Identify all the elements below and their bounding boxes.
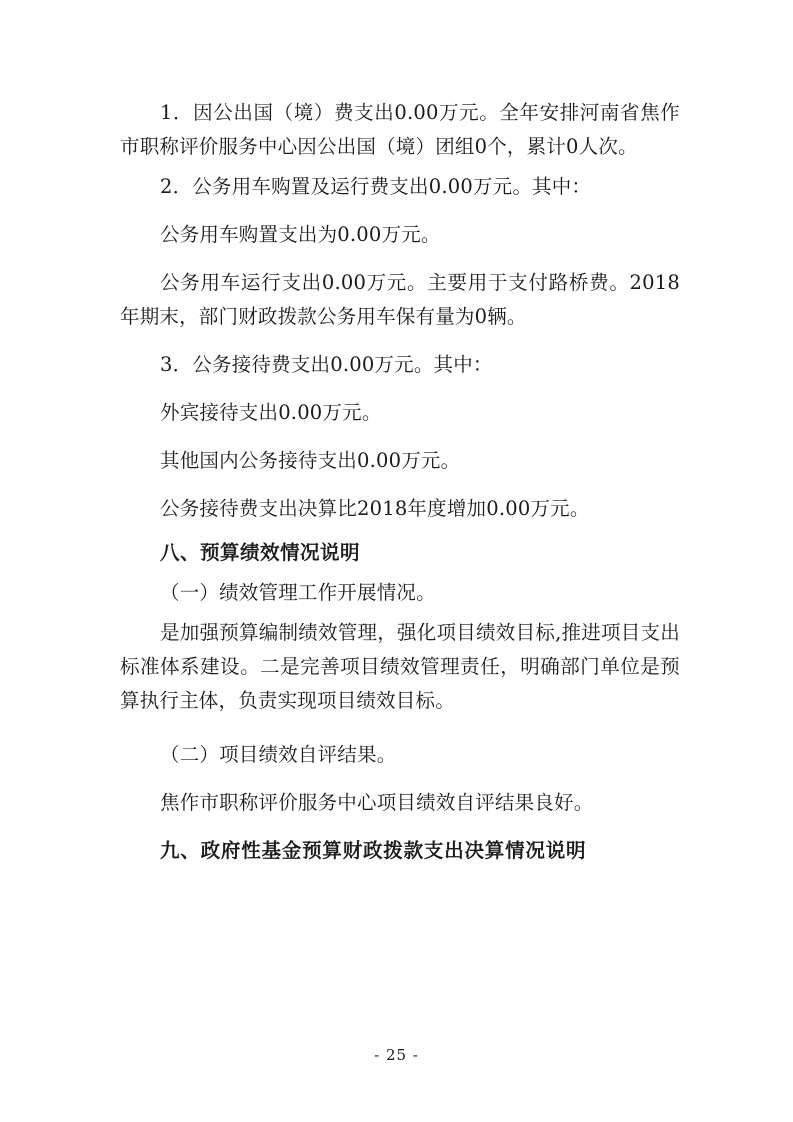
paragraph-spacer bbox=[120, 724, 680, 738]
section-heading-eight: 八、预算绩效情况说明 bbox=[160, 541, 361, 564]
paragraph-foreign-travel-expense: 1．因公出国（境）费支出0.00万元。全年安排河南省焦作市职称评价服务中心因公出国（境）团组0个，累计0人次。 bbox=[120, 101, 680, 158]
document-body bbox=[120, 96, 680, 868]
paragraph-spacer bbox=[120, 210, 680, 218]
paragraph-performance-management-subheading: （一）绩效管理工作开展情况。 bbox=[160, 581, 436, 604]
paragraph-hospitality-total: 3．公务接待费支出0.00万元。其中： bbox=[160, 353, 493, 376]
paragraph-spacer bbox=[120, 258, 680, 266]
paragraph-spacer bbox=[120, 436, 680, 444]
paragraph-domestic-hospitality: 其他国内公务接待支出0.00万元。 bbox=[160, 449, 461, 472]
paragraph-hospitality-change: 公务接待费支出决算比2018年度增加0.00万元。 bbox=[160, 497, 590, 520]
paragraph-self-evaluation-result: 焦作市职称评价服务中心项目绩效自评结果良好。 bbox=[160, 791, 594, 814]
paragraph-vehicle-operation: 公务用车运行支出0.00万元。主要用于支付路桥费。2018年期末，部门财政拨款公务用车保有量为0辆。 bbox=[120, 271, 680, 328]
paragraph-spacer bbox=[120, 778, 680, 786]
page-number: - 25 - bbox=[374, 1046, 419, 1064]
paragraph-vehicle-purchase: 公务用车购置支出为0.00万元。 bbox=[160, 223, 441, 246]
paragraph-foreign-guest-hospitality: 外宾接待支出0.00万元。 bbox=[160, 401, 382, 424]
section-heading-nine: 九、政府性基金预算财政拨款支出决算情况说明 bbox=[160, 839, 587, 862]
paragraph-spacer bbox=[120, 484, 680, 492]
paragraph-spacer bbox=[120, 388, 680, 396]
paragraph-official-vehicle-total: 2．公务用车购置及运行费支出0.00万元。其中： bbox=[160, 175, 592, 198]
paragraph-spacer bbox=[120, 340, 680, 348]
paragraph-performance-management-body: 是加强预算编制绩效管理，强化项目绩效目标,推进项目支出标准体系建设。二是完善项目绩效管理责任，明确部门单位是预算执行主体，负责实现项目绩效目标。 bbox=[120, 621, 680, 712]
paragraph-self-evaluation-subheading: （二）项目绩效自评结果。 bbox=[160, 743, 397, 766]
